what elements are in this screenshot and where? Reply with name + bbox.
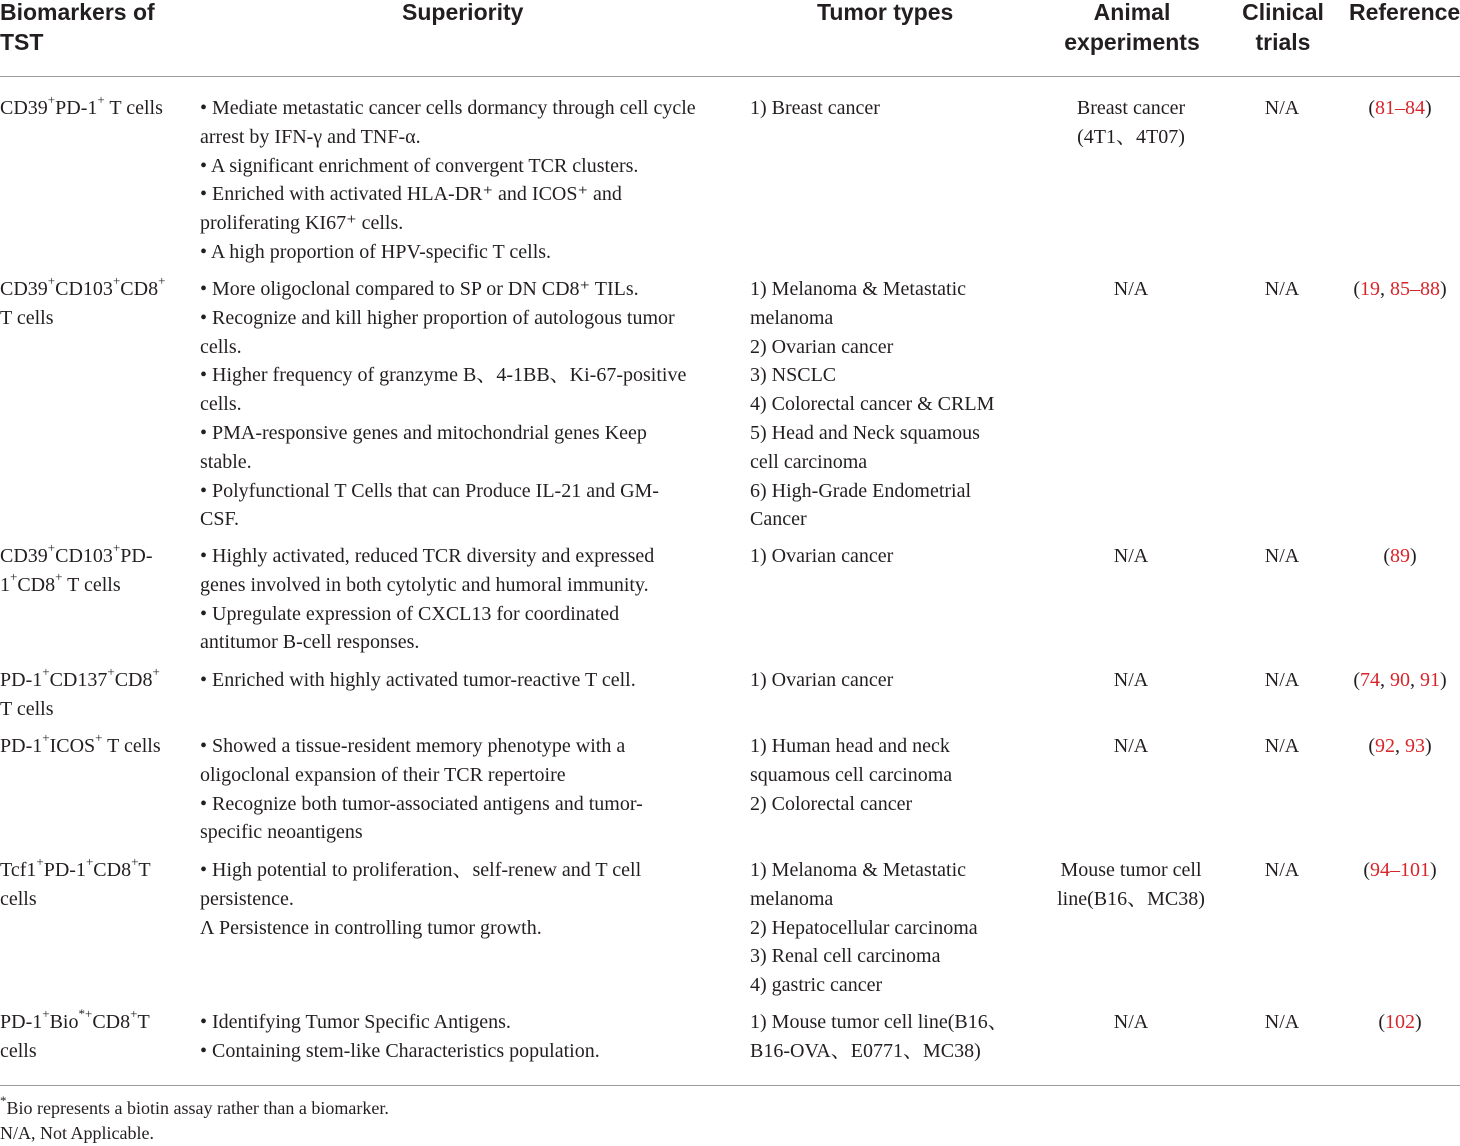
reference-cell: (81–84): [1368, 97, 1432, 119]
biomarker-cell: PD-1+CD137+CD8+ T cells: [0, 664, 160, 720]
clinical-trials-cell: N/A: [1264, 669, 1300, 691]
clinical-trials-cell: N/A: [1264, 859, 1300, 881]
animal-experiments-cell: N/A: [1113, 669, 1149, 691]
biomarker-cell: CD39+CD103+CD8+ T cells: [0, 273, 166, 329]
header-animal-experiments: Animal experiments: [1064, 0, 1200, 55]
header-rule: [0, 76, 1460, 77]
reference-link[interactable]: 19: [1360, 278, 1380, 300]
header-biomarkers: Biomarkers of TST: [0, 0, 155, 55]
biomarker-cell: Tcf1+PD-1+CD8+T cells: [0, 854, 151, 910]
reference-cell: (94–101): [1363, 859, 1437, 881]
biomarker-cell: PD-1+ICOS+ T cells: [0, 730, 161, 757]
animal-experiments-cell: N/A: [1113, 545, 1149, 567]
footnote-na: N/A, Not Applicable.: [0, 1123, 154, 1143]
superiority-cell: • Highly activated, reduced TCR diversity and expressed genes involved in both cytolytic and humoral immunity. • Upregulate expression of CXCL13 for coordinated antitumor B-cell responses.: [200, 545, 655, 654]
animal-experiments-cell: N/A: [1113, 278, 1149, 300]
superiority-cell: • Showed a tissue-resident memory phenotype with a oligoclonal expansion of their TCR repertoire • Recognize both tumor-associated antigens and tumor- specific neoantigens: [200, 735, 643, 844]
reference-link[interactable]: 90: [1390, 669, 1410, 691]
reference-link[interactable]: 81–84: [1375, 97, 1425, 119]
clinical-trials-cell: N/A: [1264, 97, 1300, 119]
clinical-trials-cell: N/A: [1264, 1011, 1300, 1033]
header-clinical-trials: Clinical trials: [1242, 0, 1324, 55]
tumor-types-cell: 1) Breast cancer: [750, 97, 880, 119]
reference-link[interactable]: 74: [1360, 669, 1380, 691]
reference-link[interactable]: 89: [1390, 545, 1410, 567]
tumor-types-cell: 1) Human head and neck squamous cell carcinoma 2) Colorectal cancer: [750, 735, 953, 815]
header-tumor-types: Tumor types: [817, 0, 954, 25]
tumor-types-cell: 1) Melanoma & Metastatic melanoma 2) Ovarian cancer 3) NSCLC 4) Colorectal cancer & CRLM 5) Head and Neck squamous cell carcinoma 6) High-Grade Endometrial Cancer: [750, 278, 995, 531]
tumor-types-cell: 1) Ovarian cancer: [750, 669, 894, 691]
reference-link[interactable]: 85–88: [1390, 278, 1440, 300]
superiority-cell: • Enriched with highly activated tumor-reactive T cell.: [200, 669, 636, 691]
animal-experiments-cell: N/A: [1113, 1011, 1149, 1033]
bottom-rule: [0, 1085, 1460, 1086]
tumor-types-cell: 1) Mouse tumor cell line(B16、 B16-OVA、E0771、MC38): [750, 1011, 1008, 1062]
reference-link[interactable]: 92: [1375, 735, 1395, 757]
clinical-trials-cell: N/A: [1264, 278, 1300, 300]
tumor-types-cell: 1) Melanoma & Metastatic melanoma 2) Hepatocellular carcinoma 3) Renal cell carcinoma 4) gastric cancer: [750, 859, 978, 997]
clinical-trials-cell: N/A: [1264, 735, 1300, 757]
superiority-cell: • More oligoclonal compared to SP or DN CD8⁺ TILs. • Recognize and kill higher proportion of autologous tumor cells. • Higher frequency of granzyme B、4-1BB、Ki-67-positive cells. • PMA-responsive genes and mitochondrial genes Keep stable. • Polyfunctional T Cells that can Produce IL-21 and GM- CSF.: [200, 278, 687, 531]
table-header: [0, 0, 1460, 76]
reference-cell: (19, 85–88): [1353, 278, 1447, 300]
biomarker-cell: CD39+CD103+PD- 1+CD8+ T cells: [0, 540, 153, 596]
footnote-bio: *Bio represents a biotin assay rather than a biomarker.: [0, 1093, 389, 1118]
reference-link[interactable]: 93: [1405, 735, 1425, 757]
clinical-trials-cell: N/A: [1264, 545, 1300, 567]
superiority-cell: • Identifying Tumor Specific Antigens. • Containing stem-like Characteristics population.: [200, 1011, 600, 1062]
reference-link[interactable]: 91: [1420, 669, 1440, 691]
reference-cell: (74, 90, 91): [1353, 669, 1447, 691]
biomarker-cell: PD-1+Bio*+CD8+T cells: [0, 1006, 150, 1062]
reference-cell: (102): [1378, 1011, 1422, 1033]
animal-experiments-cell: N/A: [1113, 735, 1149, 757]
biomarker-cell: CD39+PD-1+ T cells: [0, 92, 163, 119]
superiority-cell: • High potential to proliferation、self-renew and T cell persistence. Λ Persistence in controlling tumor growth.: [200, 859, 642, 939]
reference-link[interactable]: 94–101: [1370, 859, 1430, 881]
superiority-cell: • Mediate metastatic cancer cells dormancy through cell cycle arrest by IFN-γ and TNF-α. • A significant enrichment of convergent TCR clusters. • Enriched with activated HLA-DR⁺ and ICOS⁺ and proliferating KI67⁺ cells. • A high proportion of HPV-specific T cells.: [200, 97, 696, 263]
header-superiority: Superiority: [402, 0, 524, 25]
header-reference: Reference: [1349, 0, 1460, 25]
animal-experiments-cell: Breast cancer (4T1、4T07): [1076, 97, 1186, 148]
reference-cell: (89): [1383, 545, 1417, 567]
animal-experiments-cell: Mouse tumor cell line(B16、MC38): [1057, 859, 1205, 910]
reference-cell: (92, 93): [1368, 735, 1432, 757]
tumor-types-cell: 1) Ovarian cancer: [750, 545, 894, 567]
reference-link[interactable]: 102: [1385, 1011, 1415, 1033]
